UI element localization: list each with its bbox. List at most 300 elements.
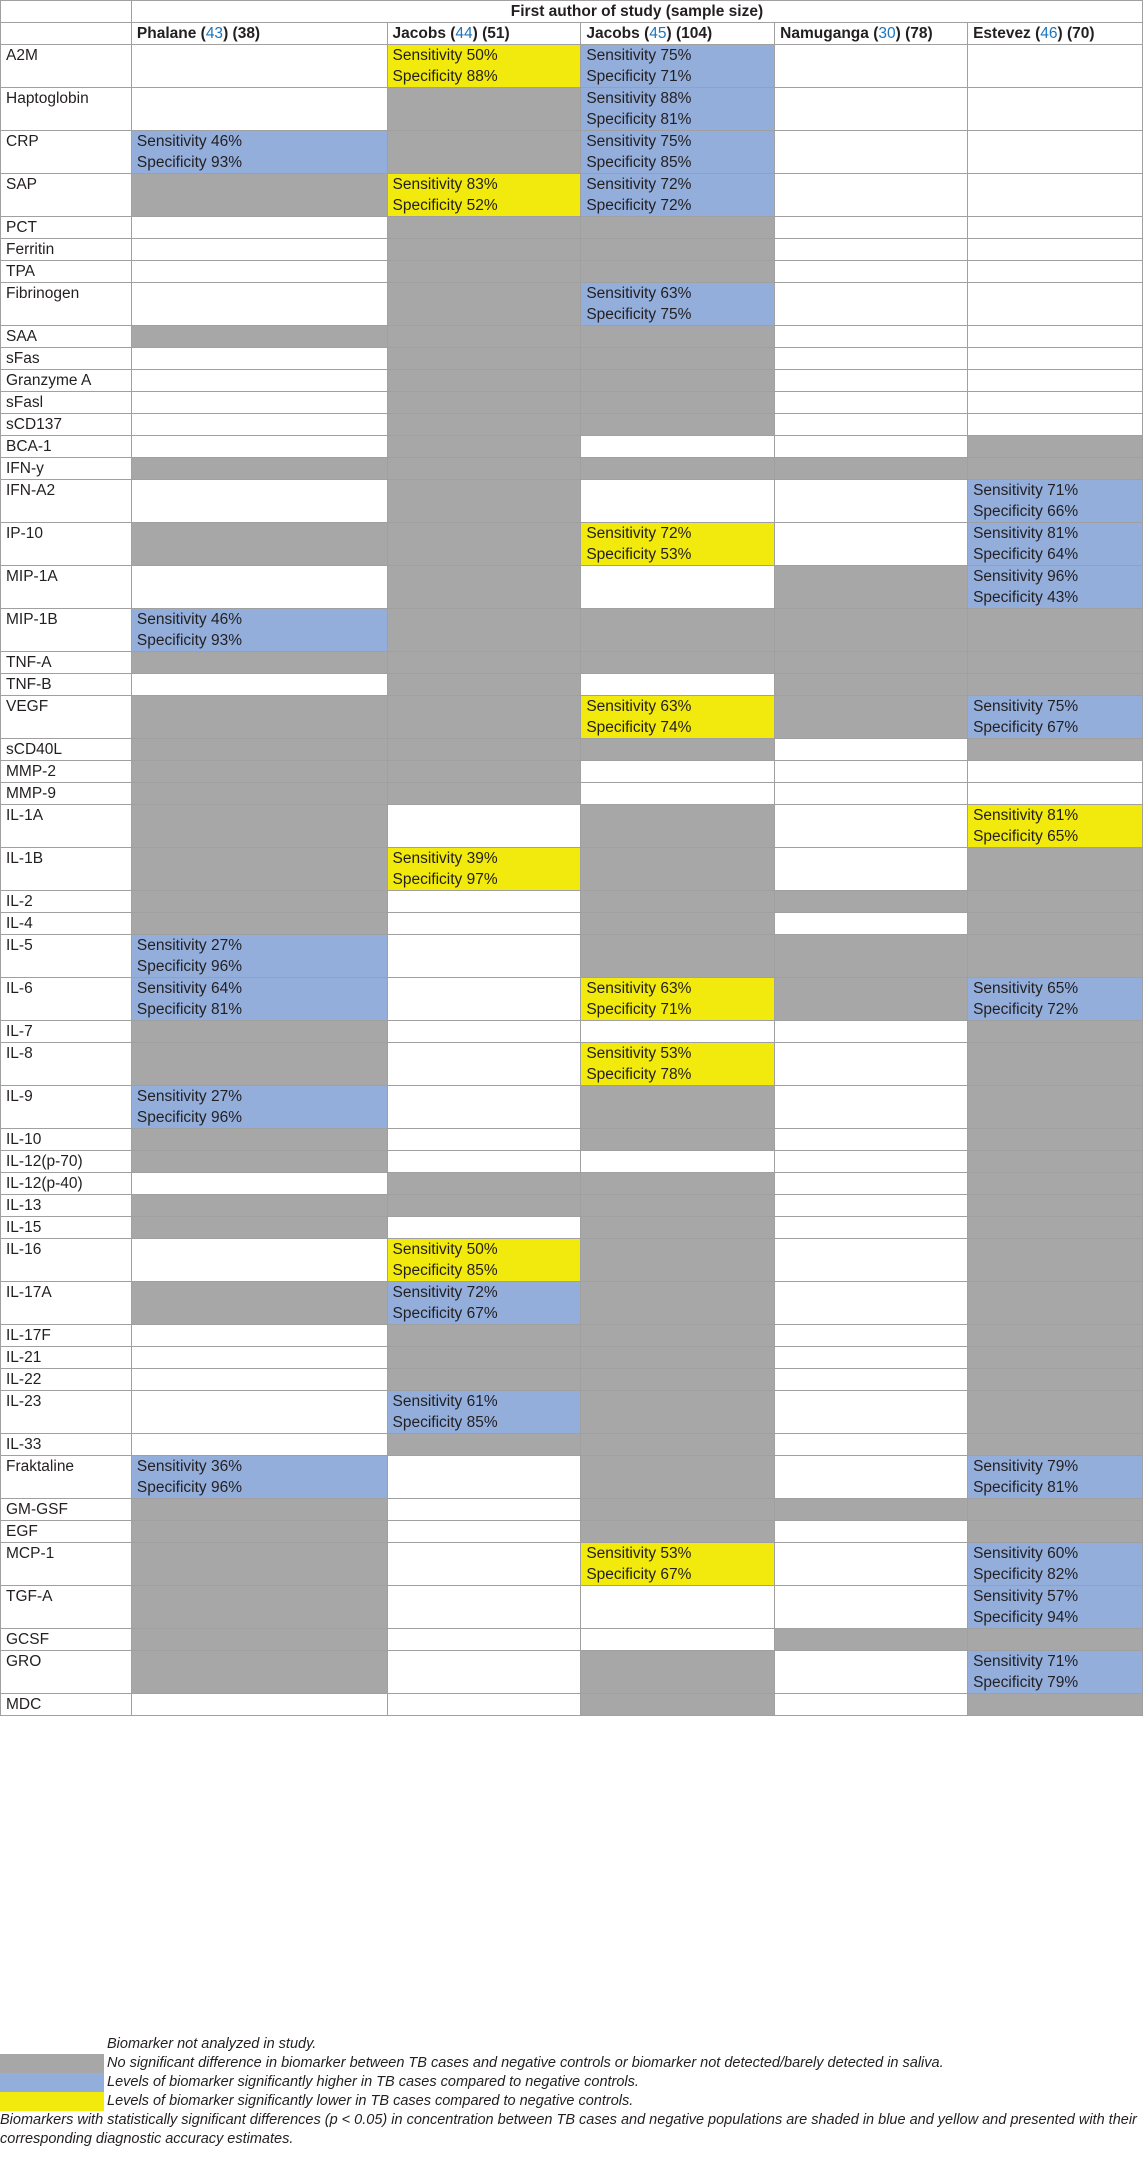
table-row (1, 1391, 1143, 1434)
result-cell (387, 783, 581, 805)
result-cell (131, 283, 387, 326)
result-cell (131, 1521, 387, 1543)
sensitivity-value: Sensitivity 60% (973, 1545, 1079, 1562)
result-cell (581, 805, 775, 848)
sensitivity-value: Sensitivity 50% (392, 1241, 498, 1258)
result-cell (968, 1021, 1143, 1043)
result-cell (775, 1521, 968, 1543)
sensitivity-value: Sensitivity 88% (586, 90, 692, 107)
result-cell (581, 1195, 775, 1217)
result-cell (775, 326, 968, 348)
biomarker-name: TNF-A (1, 652, 132, 674)
result-cell (775, 609, 968, 652)
biomarker-name: MMP-9 (1, 783, 132, 805)
result-cell (131, 239, 387, 261)
legend-item (0, 2035, 1143, 2054)
biomarker-name: TPA (1, 261, 132, 283)
paren: ) (895, 25, 906, 42)
result-cell (131, 1586, 387, 1629)
table-row (1, 652, 1143, 674)
biomarker-name: Ferritin (1, 239, 132, 261)
reference-link[interactable]: 45 (649, 25, 667, 42)
biomarker-name: MIP-1A (1, 566, 132, 609)
table-row (1, 1217, 1143, 1239)
specificity-value: Specificity 81% (973, 1479, 1079, 1496)
biomarker-name: IL-4 (1, 913, 132, 935)
table-row (1, 1086, 1143, 1129)
study-name: Namuganga (780, 25, 869, 42)
table-row (1, 935, 1143, 978)
result-cell (775, 217, 968, 239)
result-cell (131, 674, 387, 696)
biomarker-name: sCD40L (1, 739, 132, 761)
result-cell (968, 1434, 1143, 1456)
result-cell (775, 174, 968, 217)
legend-text: Levels of biomarker significantly lower in TB cases compared to negative controls. (107, 2093, 634, 2109)
result-cell (581, 131, 775, 174)
result-cell (387, 1543, 581, 1586)
result-cell (968, 1195, 1143, 1217)
sample-size: (70) (1067, 25, 1095, 42)
result-cell (131, 935, 387, 978)
result-cell (968, 566, 1143, 609)
table-row (1, 1543, 1143, 1586)
result-cell (131, 1325, 387, 1347)
result-cell (968, 739, 1143, 761)
result-cell (131, 436, 387, 458)
result-cell (131, 761, 387, 783)
result-cell (968, 978, 1143, 1021)
table-row (1, 239, 1143, 261)
result-cell (387, 1521, 581, 1543)
result-cell (581, 1151, 775, 1173)
sensitivity-value: Sensitivity 71% (973, 482, 1079, 499)
table-row (1, 1586, 1143, 1629)
result-cell (581, 239, 775, 261)
biomarker-name: BCA-1 (1, 436, 132, 458)
study-header (581, 23, 775, 45)
result-cell (131, 805, 387, 848)
sample-size: (104) (675, 25, 713, 42)
result-cell (968, 1456, 1143, 1499)
specificity-value: Specificity 74% (586, 719, 692, 736)
specificity-value: Specificity 78% (586, 1066, 692, 1083)
sensitivity-value: Sensitivity 65% (973, 980, 1079, 997)
legend-text: Biomarker not analyzed in study. (107, 2036, 317, 2052)
result-cell (387, 978, 581, 1021)
result-cell (387, 609, 581, 652)
result-cell (775, 1434, 968, 1456)
footnote: Biomarkers with statistically significant differences (p < 0.05) in concentration between TB cases and negative populations are shaded in blue and yellow and presented with their corresponding diagnostic accuracy estimates. (0, 2112, 1137, 2147)
result-cell (387, 1369, 581, 1391)
result-cell (581, 1239, 775, 1282)
specificity-value: Specificity 96% (136, 958, 242, 975)
sensitivity-value: Sensitivity 46% (136, 611, 242, 628)
result-cell (968, 348, 1143, 370)
result-cell (581, 1543, 775, 1586)
result-cell (581, 652, 775, 674)
specificity-value: Specificity 96% (136, 1109, 242, 1126)
table-row (1, 1043, 1143, 1086)
result-cell (131, 1282, 387, 1325)
result-cell (131, 261, 387, 283)
legend-swatch (0, 2073, 104, 2092)
result-cell (968, 1347, 1143, 1369)
result-cell (387, 1173, 581, 1195)
result-cell (581, 392, 775, 414)
specificity-value: Specificity 85% (586, 154, 692, 171)
sensitivity-value: Sensitivity 72% (586, 525, 692, 542)
result-cell (968, 414, 1143, 436)
result-cell (131, 414, 387, 436)
result-cell (131, 523, 387, 566)
legend-item (0, 2092, 1143, 2111)
result-cell (775, 88, 968, 131)
result-cell (387, 1694, 581, 1716)
result-cell (387, 370, 581, 392)
sensitivity-value: Sensitivity 75% (586, 133, 692, 150)
result-cell (387, 326, 581, 348)
result-cell (581, 1217, 775, 1239)
result-cell (387, 913, 581, 935)
result-cell (775, 1694, 968, 1716)
result-cell (131, 696, 387, 739)
result-cell (968, 696, 1143, 739)
table-row (1, 1434, 1143, 1456)
specificity-value: Specificity 52% (392, 197, 498, 214)
biomarker-name: IL-2 (1, 891, 132, 913)
paren: ( (639, 25, 650, 42)
result-cell (775, 1151, 968, 1173)
biomarker-name: MIP-1B (1, 609, 132, 652)
biomarker-name: Haptoglobin (1, 88, 132, 131)
result-cell (387, 1325, 581, 1347)
sensitivity-value: Sensitivity 72% (586, 176, 692, 193)
table-row (1, 566, 1143, 609)
specificity-value: Specificity 65% (973, 828, 1079, 845)
paren: ( (868, 25, 879, 42)
biomarker-name: SAP (1, 174, 132, 217)
result-cell (775, 392, 968, 414)
table-row (1, 1129, 1143, 1151)
result-cell (581, 848, 775, 891)
result-cell (387, 1391, 581, 1434)
specificity-value: Specificity 81% (136, 1001, 242, 1018)
biomarker-name: GCSF (1, 1629, 132, 1651)
result-cell (581, 1282, 775, 1325)
biomarker-name: GM-GSF (1, 1499, 132, 1521)
table-row (1, 414, 1143, 436)
sensitivity-value: Sensitivity 63% (586, 698, 692, 715)
study-header (131, 23, 387, 45)
result-cell (387, 848, 581, 891)
study-header (775, 23, 968, 45)
specificity-value: Specificity 79% (973, 1674, 1079, 1691)
sensitivity-value: Sensitivity 81% (973, 525, 1079, 542)
specificity-value: Specificity 93% (136, 632, 242, 649)
result-cell (775, 1217, 968, 1239)
result-cell (387, 458, 581, 480)
result-cell (968, 1173, 1143, 1195)
biomarker-name: sFasl (1, 392, 132, 414)
result-cell (775, 480, 968, 523)
biomarker-name: EGF (1, 1521, 132, 1543)
table-row (1, 1151, 1143, 1173)
result-cell (131, 783, 387, 805)
result-cell (131, 1347, 387, 1369)
reference-link[interactable]: 46 (1040, 25, 1058, 42)
result-cell (131, 1043, 387, 1086)
table-row (1, 217, 1143, 239)
result-cell (968, 652, 1143, 674)
table-row (1, 1694, 1143, 1716)
paren: ( (196, 25, 206, 42)
result-cell (387, 1282, 581, 1325)
sensitivity-value: Sensitivity 53% (586, 1045, 692, 1062)
result-cell (968, 458, 1143, 480)
result-cell (968, 1521, 1143, 1543)
table-row (1, 1282, 1143, 1325)
table-row (1, 523, 1143, 566)
biomarker-name: IL-1A (1, 805, 132, 848)
specificity-value: Specificity 88% (392, 68, 498, 85)
result-cell (131, 174, 387, 217)
result-cell (131, 1173, 387, 1195)
result-cell (581, 523, 775, 566)
result-cell (387, 436, 581, 458)
specificity-value: Specificity 43% (973, 589, 1079, 606)
result-cell (775, 261, 968, 283)
result-cell (968, 1586, 1143, 1629)
result-cell (775, 1347, 968, 1369)
biomarker-name: TGF-A (1, 1586, 132, 1629)
reference-link[interactable]: 30 (878, 25, 896, 42)
result-cell (581, 1521, 775, 1543)
result-cell (131, 1129, 387, 1151)
result-cell (131, 1499, 387, 1521)
result-cell (581, 414, 775, 436)
result-cell (968, 1239, 1143, 1282)
legend-swatch (0, 2054, 104, 2073)
result-cell (581, 480, 775, 523)
result-cell (131, 1651, 387, 1694)
table-row (1, 1499, 1143, 1521)
result-cell (968, 935, 1143, 978)
result-cell (131, 978, 387, 1021)
result-cell (387, 1195, 581, 1217)
table-row (1, 1021, 1143, 1043)
sensitivity-value: Sensitivity 81% (973, 807, 1079, 824)
result-cell (775, 1629, 968, 1651)
biomarker-name: IL-17A (1, 1282, 132, 1325)
result-cell (775, 1369, 968, 1391)
table-row (1, 913, 1143, 935)
biomarker-name: SAA (1, 326, 132, 348)
result-cell (968, 1129, 1143, 1151)
legend-item (0, 2073, 1143, 2092)
result-cell (131, 1629, 387, 1651)
result-cell (581, 935, 775, 978)
result-cell (968, 1694, 1143, 1716)
result-cell (775, 1239, 968, 1282)
result-cell (131, 609, 387, 652)
result-cell (968, 436, 1143, 458)
table-row (1, 805, 1143, 848)
sensitivity-value: Sensitivity 63% (586, 980, 692, 997)
result-cell (131, 45, 387, 88)
result-cell (968, 1086, 1143, 1129)
legend-item (0, 2054, 1143, 2073)
biomarker-name: Fibrinogen (1, 283, 132, 326)
result-cell (131, 1217, 387, 1239)
table-row (1, 1629, 1143, 1651)
specificity-value: Specificity 72% (973, 1001, 1079, 1018)
result-cell (387, 1043, 581, 1086)
result-cell (968, 174, 1143, 217)
result-cell (968, 1391, 1143, 1434)
result-cell (775, 1391, 968, 1434)
biomarker-name: IL-16 (1, 1239, 132, 1282)
paren: ( (1030, 25, 1041, 42)
sensitivity-value: Sensitivity 27% (136, 1088, 242, 1105)
result-cell (131, 1086, 387, 1129)
result-cell (775, 696, 968, 739)
result-cell (775, 414, 968, 436)
result-cell (775, 913, 968, 935)
table-row (1, 739, 1143, 761)
result-cell (775, 805, 968, 848)
result-cell (581, 88, 775, 131)
biomarker-name: IL-5 (1, 935, 132, 978)
study-header (387, 23, 581, 45)
biomarker-name: IL-13 (1, 1195, 132, 1217)
reference-link[interactable]: 43 (205, 25, 224, 42)
table-row (1, 1456, 1143, 1499)
result-cell (387, 1021, 581, 1043)
result-cell (775, 674, 968, 696)
result-cell (581, 1129, 775, 1151)
result-cell (581, 1086, 775, 1129)
legend-text: No significant difference in biomarker between TB cases and negative controls or biomarker not detected/barely detected in saliva. (107, 2055, 944, 2071)
result-cell (775, 1651, 968, 1694)
result-cell (581, 1499, 775, 1521)
result-cell (387, 739, 581, 761)
result-cell (968, 480, 1143, 523)
result-cell (581, 1391, 775, 1434)
result-cell (775, 978, 968, 1021)
biomarker-name: GRO (1, 1651, 132, 1694)
biomarker-name: IL-17F (1, 1325, 132, 1347)
result-cell (968, 45, 1143, 88)
specificity-value: Specificity 71% (586, 68, 692, 85)
result-cell (775, 761, 968, 783)
specificity-value: Specificity 64% (973, 546, 1079, 563)
result-cell (581, 1043, 775, 1086)
result-cell (581, 1456, 775, 1499)
result-cell (387, 45, 581, 88)
result-cell (387, 935, 581, 978)
table-row (1, 761, 1143, 783)
result-cell (775, 891, 968, 913)
sensitivity-value: Sensitivity 96% (973, 568, 1079, 585)
specificity-value: Specificity 93% (136, 154, 242, 171)
result-cell (387, 174, 581, 217)
sensitivity-value: Sensitivity 39% (392, 850, 498, 867)
result-cell (387, 805, 581, 848)
paren: ) (1057, 25, 1067, 42)
table-row (1, 1239, 1143, 1282)
result-cell (968, 913, 1143, 935)
result-cell (775, 783, 968, 805)
biomarker-name: IL-22 (1, 1369, 132, 1391)
result-cell (775, 1173, 968, 1195)
table-row (1, 1195, 1143, 1217)
result-cell (131, 913, 387, 935)
result-cell (387, 283, 581, 326)
biomarker-name: VEGF (1, 696, 132, 739)
result-cell (968, 1325, 1143, 1347)
result-cell (131, 891, 387, 913)
biomarker-name: sFas (1, 348, 132, 370)
result-cell (581, 458, 775, 480)
table-row (1, 348, 1143, 370)
biomarker-name: IL-6 (1, 978, 132, 1021)
table-row (1, 392, 1143, 414)
sensitivity-value: Sensitivity 83% (392, 176, 498, 193)
table-row (1, 1651, 1143, 1694)
result-cell (581, 1629, 775, 1651)
result-cell (581, 978, 775, 1021)
result-cell (387, 1086, 581, 1129)
legend-swatch (0, 2035, 104, 2054)
result-cell (775, 45, 968, 88)
result-cell (775, 348, 968, 370)
result-cell (387, 1456, 581, 1499)
result-cell (581, 174, 775, 217)
result-cell (775, 1543, 968, 1586)
result-cell (387, 1217, 581, 1239)
reference-link[interactable]: 44 (455, 25, 473, 42)
result-cell (968, 1543, 1143, 1586)
result-cell (581, 609, 775, 652)
result-cell (968, 674, 1143, 696)
result-cell (387, 217, 581, 239)
table-row (1, 891, 1143, 913)
specificity-value: Specificity 85% (392, 1414, 498, 1431)
result-cell (775, 1043, 968, 1086)
result-cell (775, 1456, 968, 1499)
result-cell (387, 652, 581, 674)
sensitivity-value: Sensitivity 53% (586, 1545, 692, 1562)
biomarker-name: IFN-A2 (1, 480, 132, 523)
result-cell (131, 88, 387, 131)
study-name: Jacobs (392, 25, 446, 42)
result-cell (775, 848, 968, 891)
table-row (1, 88, 1143, 131)
result-cell (775, 458, 968, 480)
result-cell (131, 566, 387, 609)
result-cell (968, 805, 1143, 848)
result-cell (968, 848, 1143, 891)
result-cell (581, 1434, 775, 1456)
table-row (1, 370, 1143, 392)
table-row (1, 1347, 1143, 1369)
result-cell (775, 370, 968, 392)
group-header: First author of study (sample size) (131, 1, 1142, 23)
biomarker-name: MCP-1 (1, 1543, 132, 1586)
result-cell (581, 739, 775, 761)
result-cell (968, 1651, 1143, 1694)
